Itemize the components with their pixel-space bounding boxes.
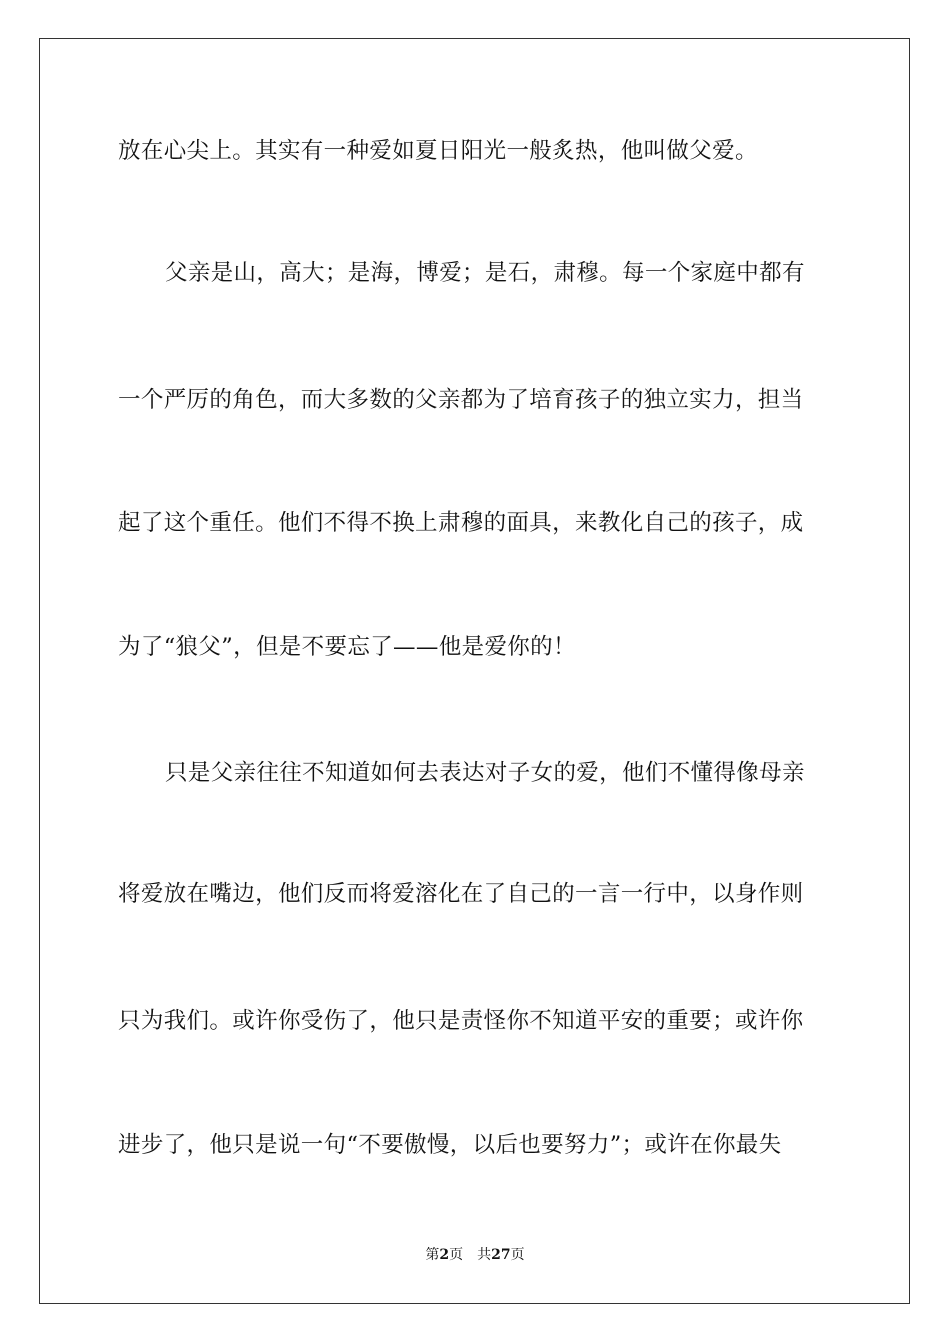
footer-page-prefix: 第 <box>425 1247 440 1263</box>
text-line-2: 父亲是山，高大；是海，博爱；是石，肃穆。每一个家庭中都有 <box>165 260 805 286</box>
text-line-4: 起了这个重任。他们不得不换上肃穆的面具，来教化自己的孩子，成 <box>118 510 804 536</box>
text-line-9: 进步了，他只是说一句“不要傲慢，以后也要努力”；或许在你最失 <box>118 1132 782 1158</box>
text-line-7: 将爱放在嘴边，他们反而将爱溶化在了自己的一言一行中，以身作则 <box>118 881 804 907</box>
footer-page-suffix: 页 <box>449 1247 464 1263</box>
footer-page-number: 2 <box>439 1247 450 1263</box>
footer-total-suffix: 页 <box>510 1247 525 1263</box>
text-line-1: 放在心尖上。其实有一种爱如夏日阳光一般炙热，他叫做父爱。 <box>118 138 758 164</box>
footer-total-prefix: 共 <box>477 1247 492 1263</box>
text-line-5: 为了“狼父”，但是不要忘了——他是爱你的！ <box>118 634 576 660</box>
footer-total-pages: 27 <box>491 1247 511 1263</box>
text-line-6: 只是父亲往往不知道如何去表达对子女的爱，他们不懂得像母亲 <box>165 760 805 786</box>
page-footer <box>0 1245 950 1265</box>
text-line-3: 一个严厉的角色，而大多数的父亲都为了培育孩子的独立实力，担当 <box>118 387 804 413</box>
text-line-8: 只为我们。或许你受伤了，他只是责怪你不知道平安的重要；或许你 <box>118 1008 804 1034</box>
page-border <box>39 38 910 1304</box>
